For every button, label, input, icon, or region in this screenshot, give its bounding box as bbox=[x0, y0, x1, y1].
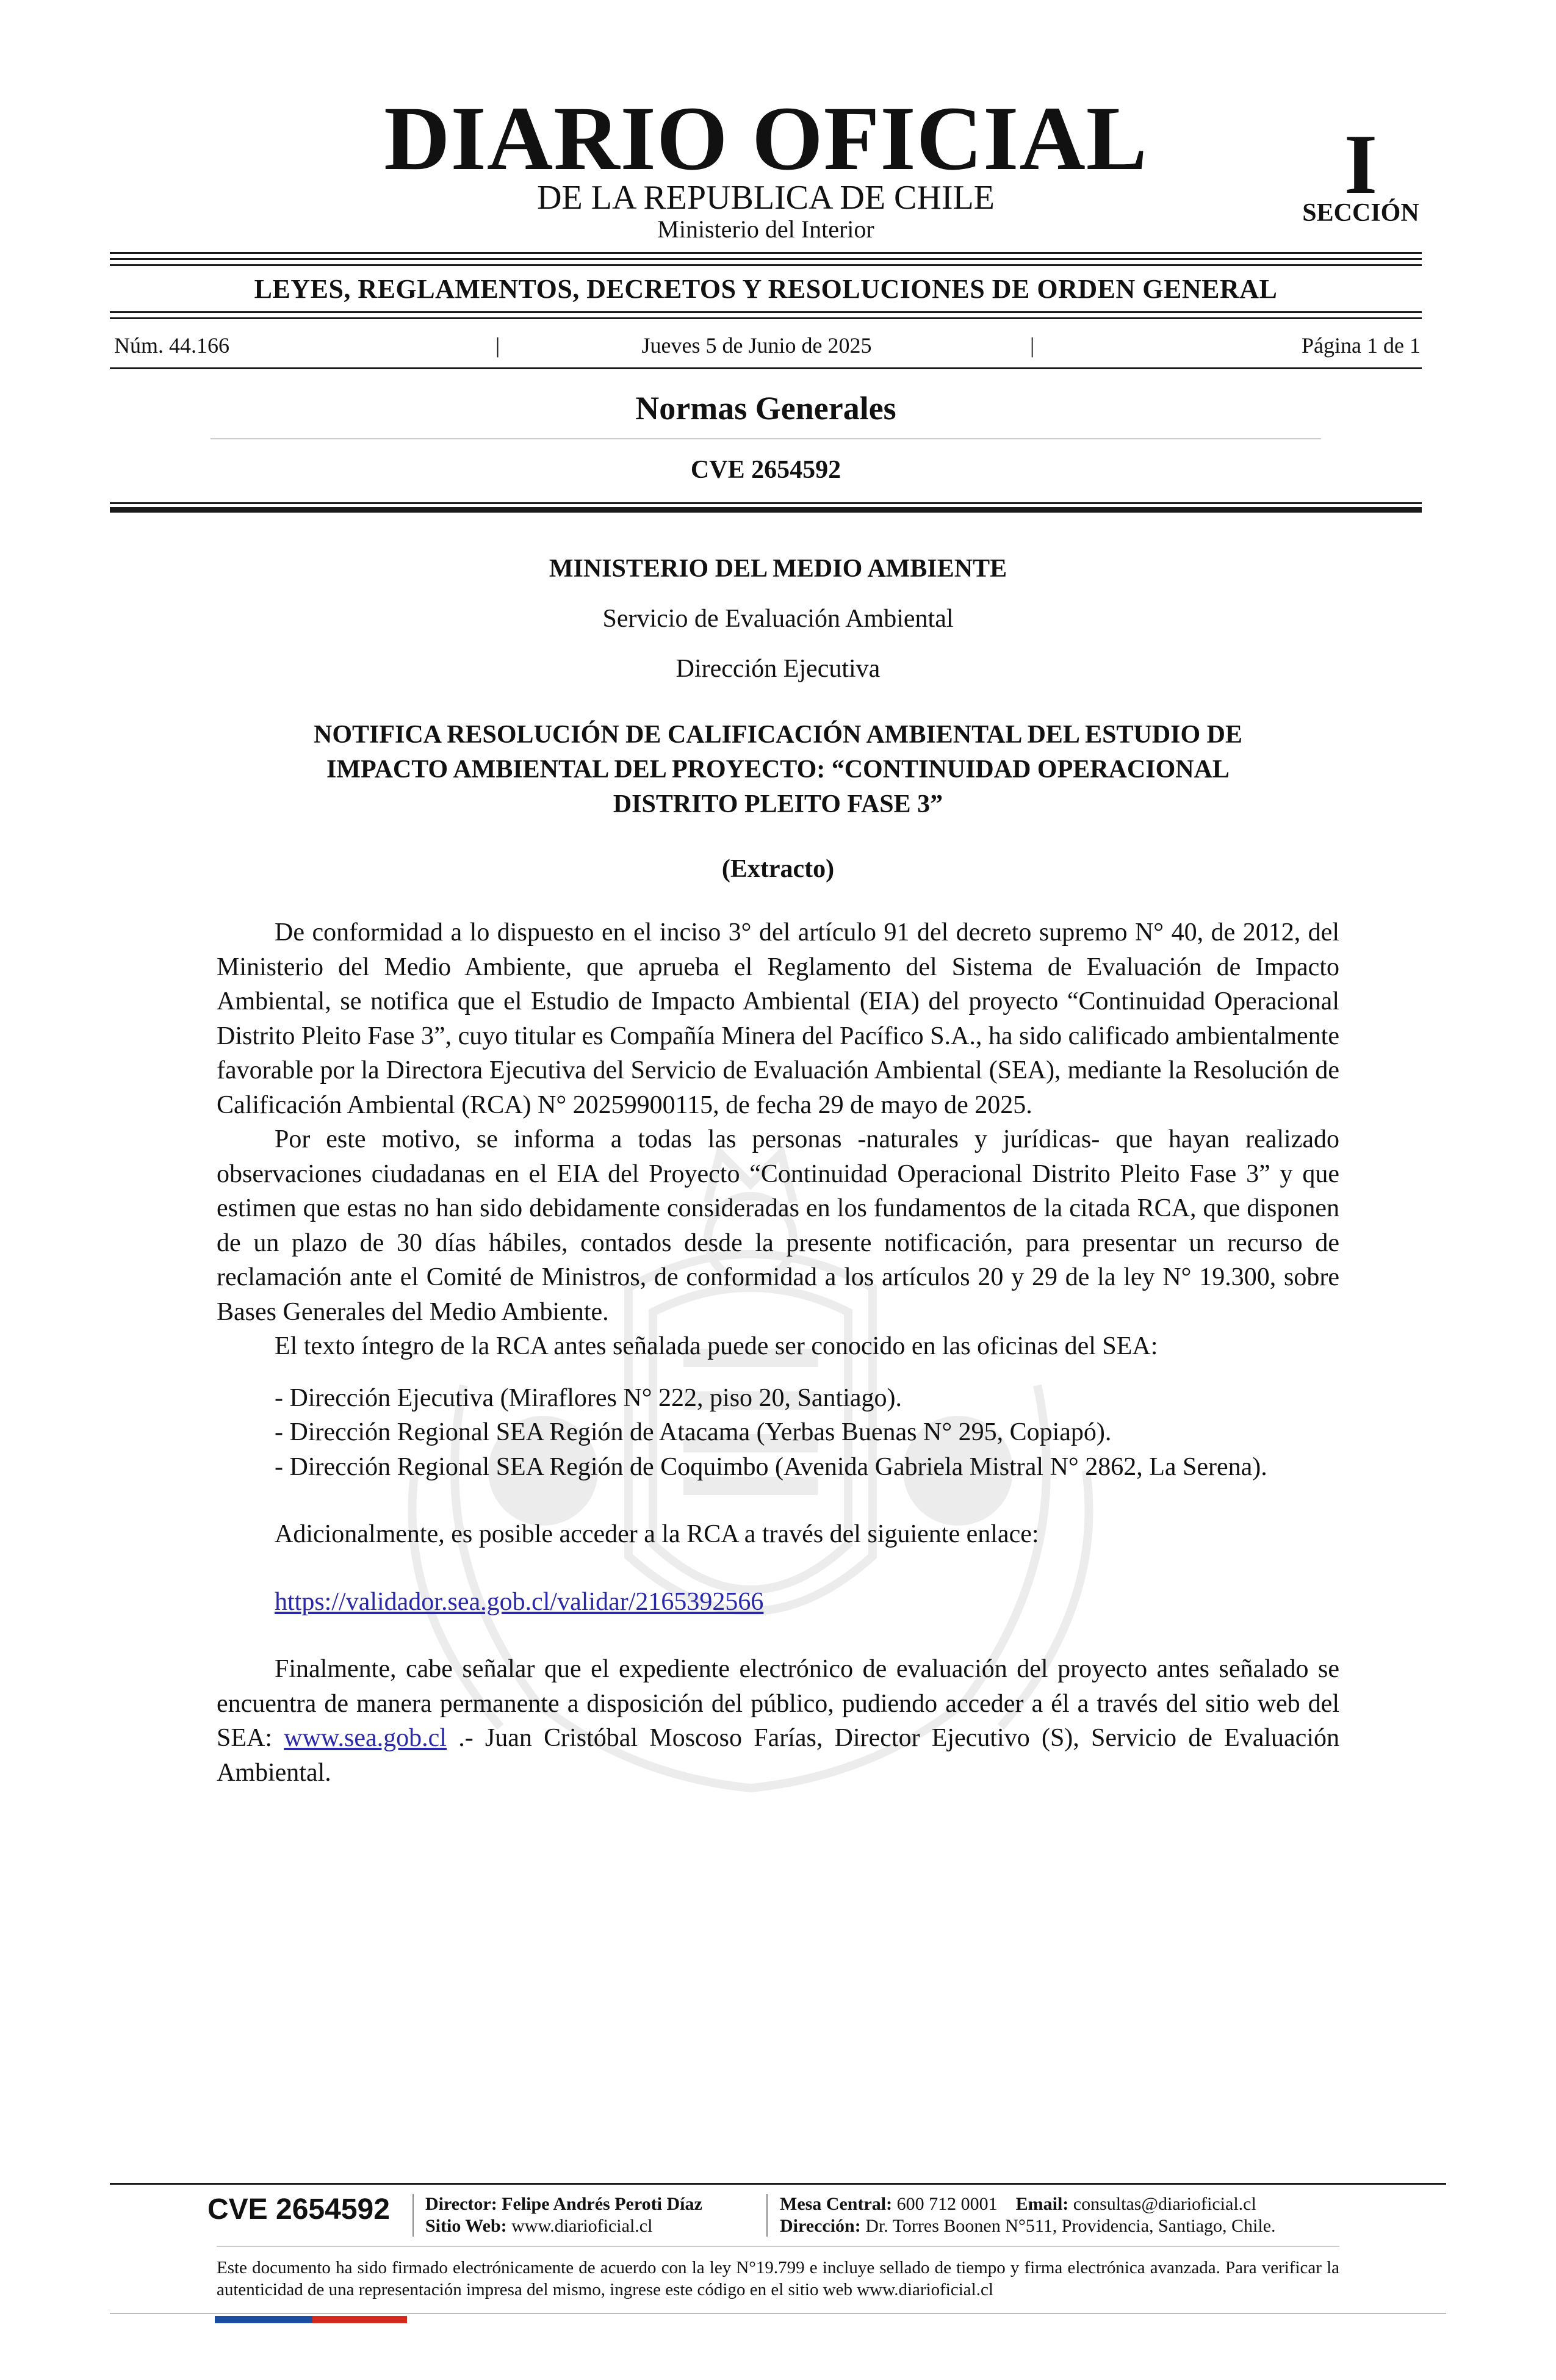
site-url[interactable]: www.diarioficial.cl bbox=[511, 2216, 653, 2236]
rule bbox=[110, 367, 1422, 369]
flag-stripe-blue bbox=[215, 2316, 312, 2323]
body-paragraph: Adicionalmente, es posible acceder a la RCA a través del siguiente enlace: bbox=[275, 1520, 1039, 1548]
email-address[interactable]: consultas@diarioficial.cl bbox=[1073, 2194, 1256, 2214]
service-name: Servicio de Evaluación Ambiental bbox=[602, 605, 954, 633]
rule bbox=[110, 252, 1422, 254]
footer-cve: CVE 2654592 bbox=[207, 2193, 390, 2226]
rule bbox=[110, 311, 1422, 313]
body-paragraph bbox=[217, 1652, 1339, 1790]
footer-divider bbox=[412, 2194, 414, 2237]
rule bbox=[110, 258, 1422, 260]
site-label: Sitio Web: bbox=[425, 2216, 507, 2236]
footer-bottom-rule bbox=[110, 2313, 1446, 2314]
rule bbox=[110, 264, 1422, 266]
masthead-ministry: Ministerio del Interior bbox=[657, 215, 874, 243]
notice-title-line: DISTRITO PLEITO FASE 3” bbox=[613, 790, 943, 818]
footer-contact-block bbox=[780, 2193, 1276, 2237]
body-paragraph: Por este motivo, se informa a todas las personas -naturales y jurídicas- que hayan realizado observaciones ciudadanas en el EIA del Proyecto “Continuidad Operacional Distrito Pleito Fase 3” y que estimen que estas no han sido debidamente consideradas en los fundamentos de la citada RCA, que disponen de un plazo de 30 días hábiles, contados desde la presente notificación, para presentar un recurso de reclamación ante el Comité de Ministros, de conformidad a los artículos 20 y 29 de la ley N° 19.300, sobre Bases Generales del Medio Ambiente. bbox=[217, 1125, 1339, 1326]
closing-signature: .- Juan Cristóbal Moscoso Farías, Director Ejecutivo (S), Servicio de Evaluación Ambiental. bbox=[217, 1724, 1339, 1787]
sea-website-link[interactable]: www.sea.gob.cl bbox=[284, 1724, 447, 1752]
body-paragraph: De conformidad a lo dispuesto en el inciso 3° del artículo 91 del decreto supremo N° 40, de 2012, del Ministerio del Medio Ambiente, que aprueba el Reglamento del Sistema de Evaluación de Impacto Ambiental, se notifica que el Estudio de Impacto Ambiental (EIA) del proyecto “Continuidad Operacional Distrito Pleito Fase 3”, cuyo titular es Compañía Minera del Pacífico S.A., ha sido calificado ambientalmente favorable por la Directora Ejecutiva del Servicio de Evaluación Ambiental (SEA), mediante la Resolución de Calificación Ambiental (RCA) N° 20259900115, de fecha 29 de mayo de 2025. bbox=[217, 918, 1339, 1119]
rule bbox=[110, 317, 1422, 319]
footer-director-block bbox=[425, 2193, 702, 2237]
issue-date: Jueves 5 de Junio de 2025 bbox=[641, 333, 872, 358]
footer-divider-line bbox=[217, 2246, 1339, 2247]
flag-stripe-red bbox=[312, 2316, 407, 2323]
office-list-item: - Dirección Regional SEA Región de Atacama (Yerbas Buenas N° 295, Copiapó). bbox=[275, 1418, 1112, 1446]
divider bbox=[211, 438, 1321, 439]
email-label: Email: bbox=[1015, 2194, 1069, 2214]
address-label: Dirección: bbox=[780, 2216, 861, 2236]
notice-body bbox=[217, 915, 1339, 1790]
masthead-title: DIARIO OFICIAL bbox=[384, 88, 1148, 189]
cve-code: CVE 2654592 bbox=[690, 456, 841, 484]
notice-title-line: IMPACTO AMBIENTAL DEL PROYECTO: “CONTINUIDAD OPERACIONAL bbox=[326, 755, 1230, 784]
footer-rule bbox=[110, 2183, 1446, 2185]
notice-title-line: NOTIFICA RESOLUCIÓN DE CALIFICACIÓN AMBIENTAL DEL ESTUDIO DE bbox=[313, 721, 1243, 749]
director-name: Felipe Andrés Peroti Díaz bbox=[502, 2194, 702, 2214]
extract-label: (Extracto) bbox=[721, 855, 835, 883]
footer-legal-note: Este documento ha sido firmado electrónicamente de acuerdo con la ley N°19.799 e incluye sellado de tiempo y firma electrónica avanzada. Para verificar la autenticidad de una representación impresa del mismo, ingrese este código en el sitio web www.diarioficial.cl bbox=[217, 2258, 1339, 2299]
section-number: I bbox=[1344, 117, 1378, 212]
section-heading: Normas Generales bbox=[635, 390, 896, 427]
address: Dr. Torres Boonen N°511, Providencia, Santiago, Chile. bbox=[865, 2216, 1276, 2236]
phone-label: Mesa Central: bbox=[780, 2194, 893, 2214]
closing-text: Finalmente, cabe señalar que el expediente electrónico de evaluación del proyecto antes señalado se encuentra de manera permanente a disposición del público, pudiendo acceder a él a través del sitio web del SEA: bbox=[217, 1655, 1339, 1752]
phone-number: 600 712 0001 bbox=[896, 2194, 998, 2214]
footer-divider bbox=[766, 2194, 768, 2237]
rca-validation-link[interactable]: https://validador.sea.gob.cl/validar/2165392566 bbox=[275, 1587, 764, 1616]
section-label: SECCIÓN bbox=[1302, 199, 1419, 227]
office-list-item: - Dirección Regional SEA Región de Coquimbo (Avenida Gabriela Mistral N° 2862, La Serena). bbox=[275, 1452, 1267, 1481]
band-title: LEYES, REGLAMENTOS, DECRETOS Y RESOLUCIONES DE ORDEN GENERAL bbox=[254, 274, 1278, 304]
body-paragraph: El texto íntegro de la RCA antes señalada puede ser conocido en las oficinas del SEA: bbox=[275, 1332, 1158, 1360]
direction-name: Dirección Ejecutiva bbox=[675, 655, 881, 683]
notice-title bbox=[217, 718, 1339, 822]
meta-separator: | bbox=[495, 333, 500, 358]
meta-separator: | bbox=[1030, 333, 1035, 358]
rule bbox=[110, 502, 1422, 504]
issue-number: Núm. 44.166 bbox=[114, 333, 229, 358]
ministry-name: MINISTERIO DEL MEDIO AMBIENTE bbox=[549, 555, 1007, 583]
rule bbox=[110, 507, 1422, 513]
director-label: Director: bbox=[425, 2194, 497, 2214]
page-indicator: Página 1 de 1 bbox=[1302, 333, 1421, 358]
masthead-subtitle: DE LA REPUBLICA DE CHILE bbox=[537, 179, 995, 217]
office-list-item: - Dirección Ejecutiva (Miraflores N° 222, piso 20, Santiago). bbox=[275, 1383, 902, 1412]
